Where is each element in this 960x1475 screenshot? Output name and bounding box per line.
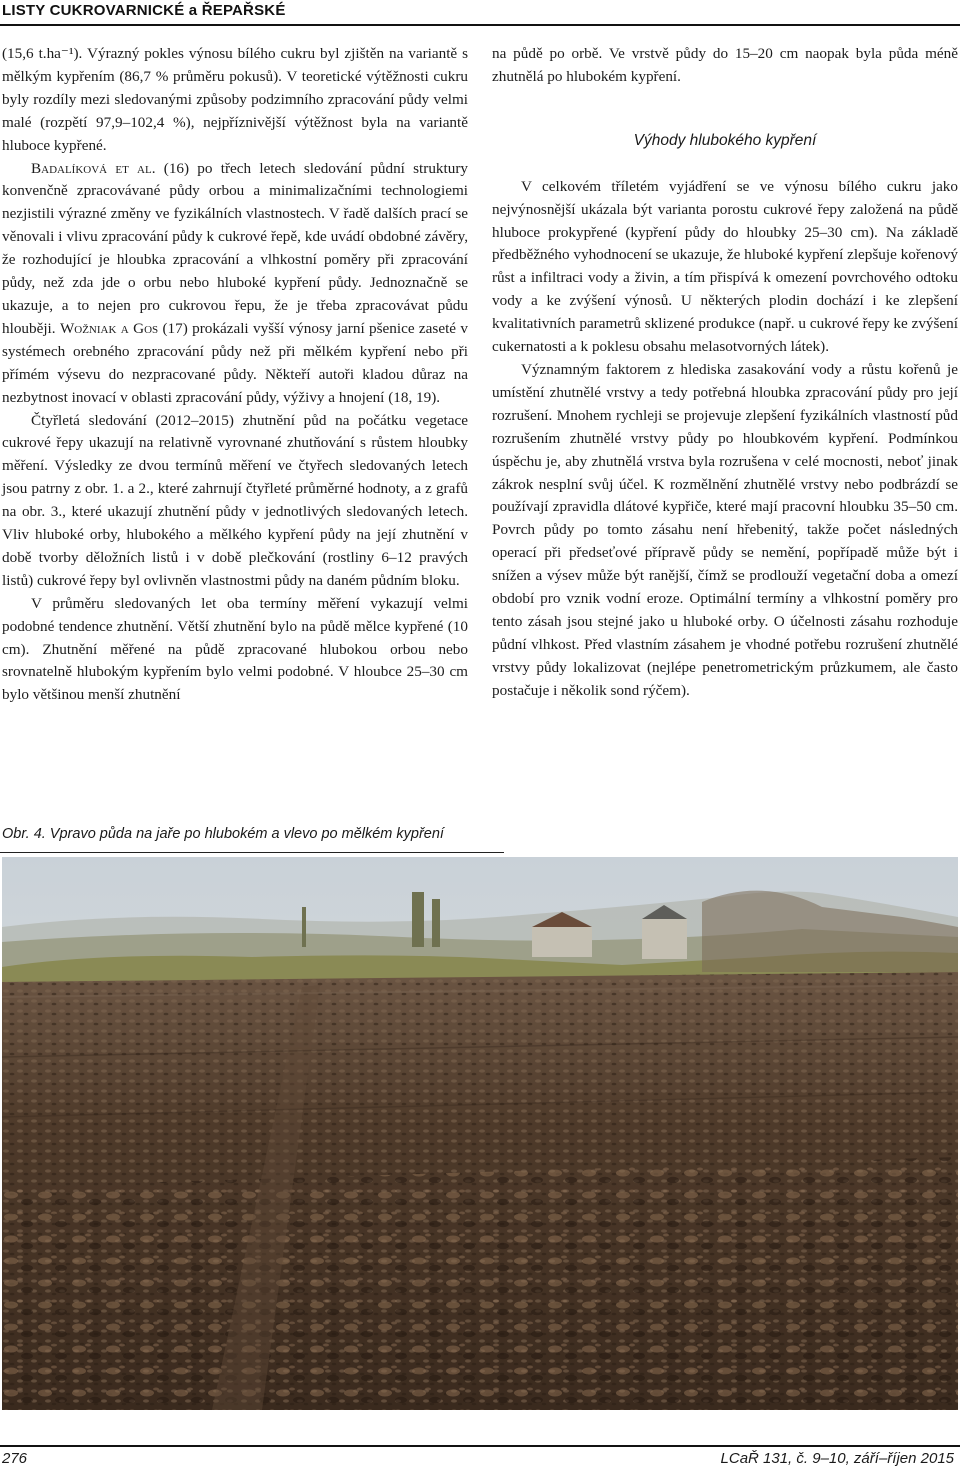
section-subheading: Výhody hlubokého kypření [633,131,817,149]
footer-rule [0,1445,960,1447]
author-citation: Badalíková et al. [31,159,156,177]
paragraph: V celkovém tříletém vyjádření se ve výnosu bílého cukru jako nejvýnosnější ukázala být varianta porostu cukrové řepy založená na půdě hluboce prokypřené (kypření půdy do hloubky 25–30 cm). Na základě předběžného vyhodnocení se ukazuje, že hluboké kypření zlepšuje kořenový růst a infiltraci vody a živin, a tím přispívá k omezení povrchového odtoku vody a ke zvýšení výnosů. U některých plodin dochází i ke zlepšení kvalitativních parametrů sklizené produkce (např. u cukrové řepy ke zvýšení cukernatosti a k poklesu obsahu melasotvorných látek). [492,177,959,356]
paragraph: Významným faktorem z hlediska zasakování vody a růstu kořenů je umístění zhutnělé vrstvy a tedy potřebná hloubka zpracování půdy pro její rozrušení. Mnohem rychleji se projevuje zlepšení fyzikálních vlastností půd rozrušením zhutnělé vrstvy půdy po hloubkovém kypření. Podmínkou úspěchu je, aby zhutnělá vrstva byla rozrušena v celé mocnosti, neboť jinak zákrok nesplní svůj účel. K rozmělnění zhutnělé vrstvy nebo podbrázdí se používají zpravidla dlátové kypřiče, které mají pracovní hloubku 35–50 cm. Povrch půdy po tomto zásahu není hřebenitý, takže počet následných operací při předseťové přípravě půdy se nemění, popřípadě může být i snížen a výsev může být ranější, čímž se prodlouží vegetační doba a omezí období pro vznik vodní eroze. Optimální termíny a vlhkostní poměry pro tento zásah jsou stejné jako u hluboké orby. O účelnosti zásahu rozhoduje půdní vlhkost. Před vlastním zásahem je vhodné potřebu rozrušení zhutnělé vrstvy půdy lokalizovat (nejlépe penetrometrickým průzkumem, ale často postačuje i několik sond rýčem). [492,360,958,699]
paragraph: Čtyřletá sledování (2012–2015) zhutnění půd na počátku vegetace cukrové řepy ukazují na relativně vyrovnané zhutňování s růstem hloubky měření. Výsledky ze dvou termínů měření ve čtyřech sledovaných letech jsou patrny z obr. 1. a 2., které zahrnují čtyřleté průměrné hodnoty, a z grafů na obr. 3., které ukazují zhutnění půdy v jednotlivých sledovaných letech. Vliv hluboké orby, hlubokého a mělkého kypření půdy na její zhutnění v době tvorby děložních listů i v době plečkování (rostliny 6–12 pravých listů) cukrové řepy byl ovlivněn vlastnostmi půdy na daném půdním bloku. [2,411,468,589]
page-number: 276 [2,1450,28,1467]
caption-rule [0,852,504,853]
paragraph: V průměru sledovaných let oba termíny měření vykazují velmi podobné tendence zhutnění. Větší zhutnění bylo na půdě mělce kypřené (10 cm). Zhutnění měřené na půdě zpracované hlubokou orbou nebo srovnatelně hlubokým kypřením bylo velmi podobné. V hloubce 25–30 cm bylo většinou menší zhutnění [2,594,468,704]
paragraph-text: (16) po třech letech sledování půdní struktury konvenčně zpracovávané půdy orbou a minimalizačními technologiemi nezjistili výrazné změny ve fyzikálních vlastnostech. V řadě dalších prací se věnovali i vlivu zpracování půdy k cukrové řepě, kde uvádí obdobné závěry, že rozhodující je hloubka zpracování a vlhkostní poměry při zpracování půdy, než zda jde o orbu nebo hluboké kypření půdy. Jednoznačně se ukazuje, a to nejen pro cukrovou řepu, že je třeba zpracovávat půdu hlouběji. [2,159,468,337]
paragraph: (15,6 t.ha⁻¹). Výrazný pokles výnosu bílého cukru byl zjištěn na variantě s mělkým kypřením (86,7 % průměru pokusů). V teoretické výtěžnosti cukru byly rozdíly mezi sledovanými způsoby podzimního zpracování půdy velmi malé (rozpětí 97,9–102,4 %), nejpříznivější výtěžnost byla na variantě hluboce kypřené. [2,45,468,154]
journal-header-title: LISTY CUKROVARNICKÉ a ŘEPAŘSKÉ [2,2,286,19]
paragraph [2,158,468,410]
running-header [0,0,960,26]
field-photo [2,857,958,1410]
figure-caption: Obr. 4. Vpravo půda na jaře po hlubokém a vlevo po mělkém kypření [2,826,444,842]
field-photo-illustration [2,857,958,1410]
right-text-column [492,43,958,703]
paragraph-text: (17) prokázali vyšší výnosy jarní pšenice zaseté v systémech orebného zpracování půdy než při mělkém kypření nebo při přímém výsevu do nezpracované půdy. Někteří autoři kladou důraz na nezbytnost inovací v oblasti zpracování půdy, výživy a hnojení (18, 19). [2,319,468,406]
journal-citation: LCaŘ 131, č. 9–10, září–říjen 2015 [720,1450,954,1467]
left-text-column [2,43,468,707]
header-rule [0,24,960,26]
paragraph: na půdě po orbě. Ve vrstvě půdy do 15–20 cm naopak byla půda méně zhutnělá po hlubokém kypření. [492,45,958,85]
author-citation: Wožniak a Gos [59,319,159,337]
